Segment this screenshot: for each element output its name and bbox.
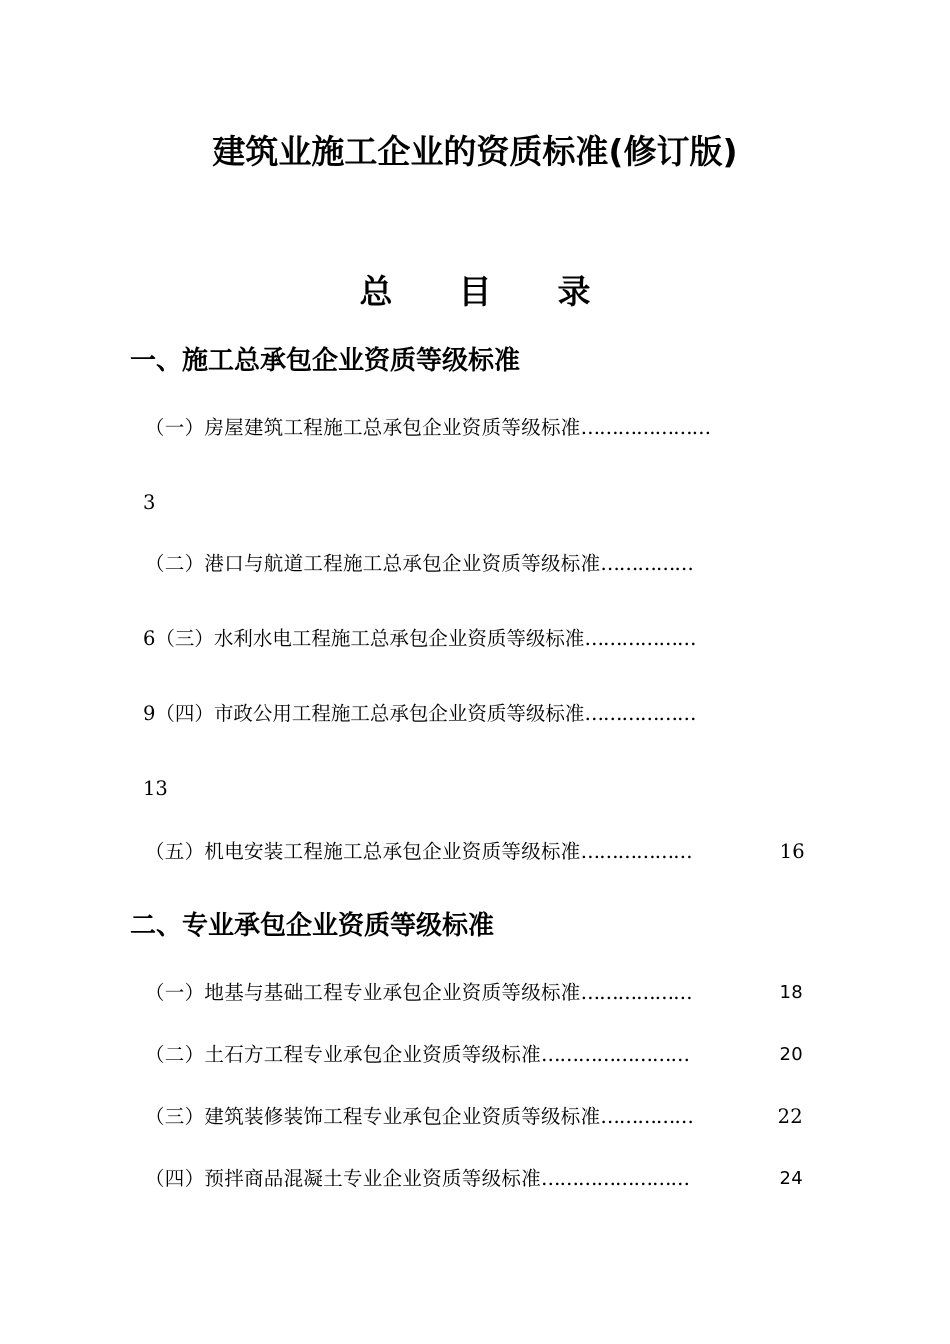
section-heading-2: 二、专业承包企业资质等级标准 <box>130 911 495 941</box>
toc-heading-char: 录 <box>557 272 591 311</box>
document-title: 建筑业施工企业的资质标准(修订版) <box>212 132 738 171</box>
toc-page-number: 20 <box>779 1044 803 1065</box>
toc-entry-label: （一）地基与基础工程专业承包企业资质等级标准 <box>145 981 581 1004</box>
toc-page-number: 6 <box>143 627 156 650</box>
toc-leader: …………… <box>600 552 693 575</box>
toc-entry-label: （四）预拌商品混凝土专业企业资质等级标准 <box>145 1167 542 1190</box>
toc-entry-label: （五）机电安装工程施工总承包企业资质等级标准 <box>145 840 581 863</box>
toc-heading-char: 总 <box>359 272 393 311</box>
toc-entry-label: （三）水利水电工程施工总承包企业资质等级标准 <box>155 627 585 650</box>
toc-leader: …………… <box>600 1105 693 1128</box>
toc-leader: ……………… <box>580 981 692 1004</box>
toc-page-number: 24 <box>779 1168 803 1189</box>
toc-entry[interactable] <box>145 1041 803 1069</box>
toc-entry[interactable] <box>145 414 710 442</box>
toc-leader: ……………… <box>584 702 696 725</box>
toc-leader: ……………… <box>584 627 696 650</box>
toc-page-number: 22 <box>777 1105 803 1128</box>
toc-entry[interactable] <box>145 1165 803 1193</box>
toc-entry[interactable] <box>145 838 805 866</box>
toc-entry-label: （三）建筑装修装饰工程专业承包企业资质等级标准 <box>145 1105 601 1128</box>
toc-leader: …………………… <box>541 1167 690 1190</box>
toc-heading-char: 目 <box>458 272 492 311</box>
toc-leader: …………………… <box>541 1043 690 1066</box>
section-heading-1: 一、施工总承包企业资质等级标准 <box>130 346 521 376</box>
toc-leader: ………………… <box>580 416 711 439</box>
toc-page-number: 9 <box>143 702 156 725</box>
toc-page-number: 13 <box>143 777 168 800</box>
toc-page-number: 3 <box>143 491 156 514</box>
toc-entry[interactable] <box>143 700 695 728</box>
toc-leader: ……………… <box>580 840 692 863</box>
toc-entry-label: （一）房屋建筑工程施工总承包企业资质等级标准 <box>145 416 581 439</box>
toc-page-number: 16 <box>779 840 805 863</box>
toc-entry[interactable] <box>145 979 803 1007</box>
toc-entry-label: （二）土石方工程专业承包企业资质等级标准 <box>145 1043 542 1066</box>
toc-page-number: 18 <box>779 982 803 1003</box>
toc-heading <box>0 270 950 314</box>
toc-entry[interactable] <box>145 1103 803 1131</box>
toc-entry[interactable] <box>145 550 693 578</box>
toc-entry[interactable] <box>143 625 695 653</box>
toc-entry-label: （四）市政公用工程施工总承包企业资质等级标准 <box>155 702 585 725</box>
toc-entry-label: （二）港口与航道工程施工总承包企业资质等级标准 <box>145 552 601 575</box>
